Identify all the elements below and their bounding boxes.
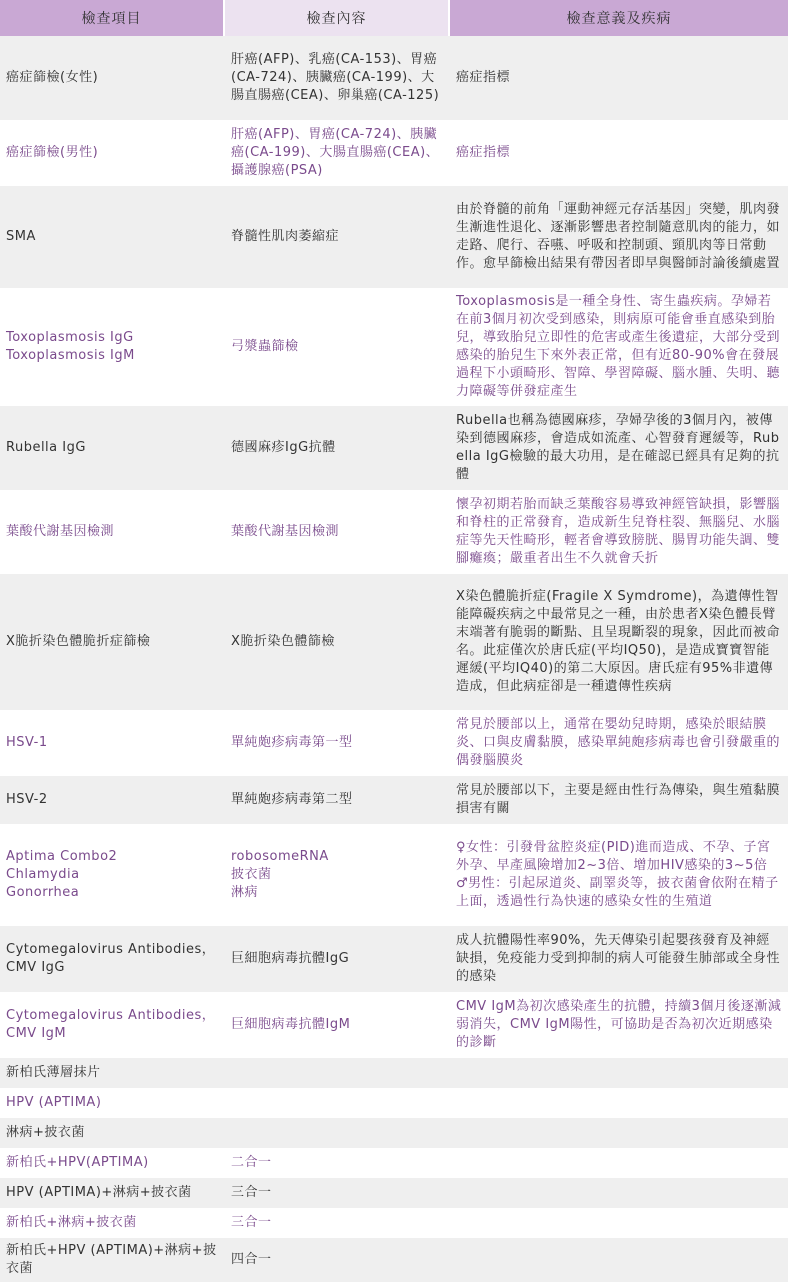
- exam-content-line: 德國麻疹IgG抗體: [231, 440, 336, 455]
- cell-exam-item: [0, 490, 225, 574]
- cell-exam-content: [225, 186, 450, 288]
- exam-item-line: 葉酸代謝基因檢測: [6, 524, 115, 539]
- cell-exam-content: [225, 1178, 450, 1208]
- exam-content-line: 單純皰疹病毒第二型: [231, 792, 353, 807]
- cell-meaning: X染色體脆折症(Fragile X Symdrome)，為遺傳性智能障礙疾病之中最常見之一種，由於患者X染色體長臂末端著有脆弱的斷點、且呈現斷裂的現象，因此而被命名。此症僅次於唐氏症(平均IQ50)，是造成寶寶智能遲緩(平均IQ40)的第二大原因。唐氏症有95%非遺傳造成，但此病症卻是一種遺傳性疾病: [450, 574, 788, 710]
- exam-item-line: 新柏氏+HPV (APTIMA)+淋病+披衣菌: [6, 1243, 217, 1276]
- header-row: [0, 0, 788, 36]
- cell-meaning: Rubella也稱為德國麻疹，孕婦孕後的3個月內，被傳染到德國麻疹，會造成如流產、心智發育遲緩等，Rubella IgG檢驗的最大功用，是在確認已經具有足夠的抗體: [450, 406, 788, 490]
- cell-exam-item: [0, 120, 225, 186]
- table-row: [0, 1178, 788, 1208]
- exam-item-line: Toxoplasmosis IgM: [6, 348, 135, 363]
- cell-exam-item: [0, 710, 225, 776]
- exam-content-line: robosomeRNA: [231, 849, 329, 864]
- exam-item-line: HPV (APTIMA): [6, 1095, 102, 1110]
- cell-exam-item: [0, 1208, 225, 1238]
- exam-item-line: Toxoplasmosis IgG: [6, 330, 134, 345]
- exam-item-line: HPV (APTIMA)+淋病+披衣菌: [6, 1185, 192, 1200]
- cell-meaning: [450, 1238, 788, 1282]
- table-row: [0, 926, 788, 992]
- cell-exam-content: [225, 490, 450, 574]
- table-row: [0, 1058, 788, 1088]
- cell-meaning: 常見於腰部以上，通常在嬰幼兒時期，感染於眼結膜炎、口與皮膚黏膜，感染單純皰疹病毒也會引發嚴重的偶發腦膜炎: [450, 710, 788, 776]
- cell-exam-content: [225, 574, 450, 710]
- cell-exam-item: [0, 776, 225, 824]
- exam-content-line: 肝癌(AFP)、胃癌(CA-724)、胰臟癌(CA-199)、大腸直腸癌(CEA)、攝護腺癌(PSA): [231, 127, 440, 178]
- exam-content-line: X脆折染色體篩檢: [231, 634, 335, 649]
- cell-exam-content: [225, 406, 450, 490]
- cell-meaning: ♀女性：引發骨盆腔炎症(PID)進而造成、不孕、子宮外孕、早產風險增加2~3倍、增加HIV感染的3~5倍 ♂男性：引起尿道炎、副睪炎等，披衣菌會依附在精子上面，透過性行為快速的感染女性的生殖道: [450, 824, 788, 926]
- cell-exam-content: [225, 926, 450, 992]
- cell-meaning: CMV IgM為初次感染產生的抗體，持續3個月後逐漸減弱消失，CMV IgM陽性，可協助是否為初次近期感染的診斷: [450, 992, 788, 1058]
- cell-meaning: [450, 1118, 788, 1148]
- cell-exam-item: [0, 1238, 225, 1282]
- cell-exam-item: [0, 36, 225, 120]
- table-row: [0, 1208, 788, 1238]
- exam-item-line: SMA: [6, 229, 36, 244]
- cell-meaning: 癌症指標: [450, 36, 788, 120]
- cell-meaning: [450, 1088, 788, 1118]
- cell-exam-content: [225, 120, 450, 186]
- exam-item-line: HSV-1: [6, 735, 48, 750]
- cell-exam-content: [225, 1088, 450, 1118]
- cell-exam-item: [0, 1088, 225, 1118]
- exam-content-line: 四合一: [231, 1252, 272, 1267]
- cell-exam-content: [225, 776, 450, 824]
- cell-exam-item: [0, 406, 225, 490]
- cell-exam-item: [0, 824, 225, 926]
- exam-content-line: 三合一: [231, 1215, 272, 1230]
- cell-exam-item: [0, 574, 225, 710]
- cell-meaning: 懷孕初期若胎而缺乏葉酸容易導致神經管缺損，影響腦和脊柱的正常發育，造成新生兒脊柱裂、無腦兒、水腦症等先天性畸形，輕者會導致膀胱、腸胃功能失調、雙腳癱瘓；嚴重者出生不久就會夭折: [450, 490, 788, 574]
- cell-exam-content: [225, 824, 450, 926]
- cell-exam-content: [225, 1118, 450, 1148]
- cell-meaning: [450, 1208, 788, 1238]
- cell-exam-content: [225, 710, 450, 776]
- exam-item-line: Cytomegalovirus Antibodies，CMV IgM: [6, 1008, 216, 1041]
- exam-content-line: 淋病: [231, 885, 259, 900]
- cell-exam-content: [225, 288, 450, 406]
- table-row: [0, 776, 788, 824]
- cell-exam-item: [0, 926, 225, 992]
- cell-exam-content: [225, 1148, 450, 1178]
- table-row: [0, 490, 788, 574]
- cell-exam-item: [0, 1178, 225, 1208]
- exam-item-line: Rubella IgG: [6, 440, 86, 455]
- exam-item-line: 癌症篩檢(女性): [6, 70, 99, 85]
- cell-meaning: 常見於腰部以下，主要是經由性行為傳染，與生殖黏膜損害有關: [450, 776, 788, 824]
- table-row: [0, 824, 788, 926]
- table-row: [0, 992, 788, 1058]
- cell-meaning: 癌症指標: [450, 120, 788, 186]
- cell-exam-item: [0, 1118, 225, 1148]
- cell-exam-item: [0, 1058, 225, 1088]
- exam-content-line: 單純皰疹病毒第一型: [231, 735, 353, 750]
- exam-item-line: 新柏氏+HPV(APTIMA): [6, 1155, 149, 1170]
- cell-exam-item: [0, 992, 225, 1058]
- cell-exam-content: [225, 1058, 450, 1088]
- exam-content-line: 披衣菌: [231, 867, 272, 882]
- cell-exam-item: [0, 288, 225, 406]
- exam-item-line: 新柏氏薄層抹片: [6, 1065, 101, 1080]
- exam-item-line: 淋病+披衣菌: [6, 1125, 85, 1140]
- exam-item-line: Aptima Combo2: [6, 849, 118, 864]
- exam-content-line: 肝癌(AFP)、乳癌(CA-153)、胃癌(CA-724)、胰臟癌(CA-199)、大腸直腸癌(CEA)、卵巢癌(CA-125): [231, 52, 440, 103]
- exam-content-line: 弓漿蟲篩檢: [231, 339, 299, 354]
- header-exam-item: 檢查項目: [0, 0, 225, 36]
- exam-content-line: 葉酸代謝基因檢測: [231, 524, 340, 539]
- cell-meaning: 由於脊髓的前角「運動神經元存活基因」突變，肌肉發生漸進性退化、逐漸影響患者控制隨意肌肉的能力，如走路、爬行、吞嚥、呼吸和控制頭、頸肌肉等日常動 作。愈早篩檢出結果有帶因者即早與醫師討論後續處置: [450, 186, 788, 288]
- table-row: [0, 574, 788, 710]
- header-exam-content: 檢查內容: [225, 0, 450, 36]
- table-body: [0, 36, 788, 1282]
- table-row: [0, 1148, 788, 1178]
- exam-item-line: HSV-2: [6, 792, 48, 807]
- exam-item-line: 新柏氏+淋病+披衣菌: [6, 1215, 137, 1230]
- cell-exam-content: [225, 1238, 450, 1282]
- exam-item-line: Chlamydia: [6, 867, 80, 882]
- cell-exam-item: [0, 1148, 225, 1178]
- cell-exam-item: [0, 186, 225, 288]
- exam-content-line: 脊髓性肌肉萎縮症: [231, 229, 340, 244]
- cell-meaning: [450, 1148, 788, 1178]
- cell-exam-content: [225, 992, 450, 1058]
- table-row: [0, 1088, 788, 1118]
- cell-meaning: [450, 1058, 788, 1088]
- table-row: [0, 406, 788, 490]
- table-row: [0, 1238, 788, 1282]
- cell-meaning: [450, 1178, 788, 1208]
- cell-exam-content: [225, 36, 450, 120]
- exam-item-line: Cytomegalovirus Antibodies，CMV IgG: [6, 942, 216, 975]
- exam-content-line: 二合一: [231, 1155, 272, 1170]
- table-row: [0, 36, 788, 120]
- exam-content-line: 巨細胞病毒抗體IgG: [231, 951, 350, 966]
- table-row: [0, 186, 788, 288]
- exam-item-line: 癌症篩檢(男性): [6, 145, 99, 160]
- cell-exam-content: [225, 1208, 450, 1238]
- cell-meaning: Toxoplasmosis是一種全身性、寄生蟲疾病。孕婦若在前3個月初次受到感染，則病原可能會垂直感染到胎兒，導致胎兒立即性的危害或產生後遺症，大部分受到感染的胎兒生下來外表正常，但有近80-90%會在發展過程下小頭畸形、智障、學習障礙、腦水腫、失明、聽力障礙等併發症產生: [450, 288, 788, 406]
- exam-content-line: 三合一: [231, 1185, 272, 1200]
- exam-item-line: X脆折染色體脆折症篩檢: [6, 634, 151, 649]
- table-row: [0, 710, 788, 776]
- table-row: [0, 120, 788, 186]
- exam-content-line: 巨細胞病毒抗體IgM: [231, 1017, 351, 1032]
- table-row: [0, 288, 788, 406]
- table-row: [0, 1118, 788, 1148]
- cell-meaning: 成人抗體陽性率90%，先天傳染引起嬰孩發育及神經缺損，免疫能力受到抑制的病人可能發生肺部或全身性的感染: [450, 926, 788, 992]
- header-meaning-disease: 檢查意義及疾病: [450, 0, 788, 36]
- exam-item-line: Gonorrhea: [6, 885, 80, 900]
